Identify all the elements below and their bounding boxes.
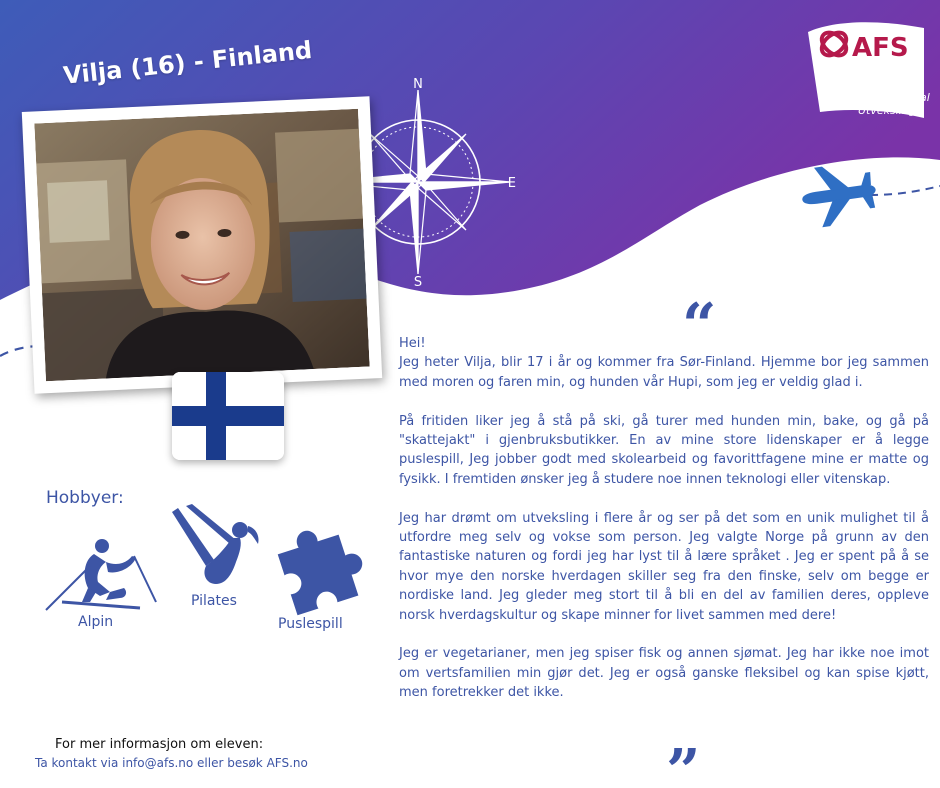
bio-paragraph-3: Jeg har drømt om utveksling i flere år og ser på det som en unik mulighet til å utfordre meg selv og vokse som person. Jeg valgte Norge på grunn av den fantastiske naturen og fordi jeg har lyst til å lære språket . Jeg er spent på å se hvor mye den norske hverdagen skiller seg fra den finske, selv om begge er nordiske land. Jeg gleder meg stort til å bli en del av familien deres, oppleve norsk hverdagskultur og skape minner for livet sammen med dere! <box>399 510 929 623</box>
bio-greeting: Hei! <box>399 336 426 351</box>
compass-east-label: E <box>507 176 516 191</box>
contact-text: Ta kontakt via info@afs.no eller besøk AFS.no <box>35 756 308 770</box>
student-title: Vilja (16) - Finland <box>62 35 314 90</box>
hobby-label-pilates: Pilates <box>191 593 237 609</box>
student-portrait-photo <box>34 109 369 381</box>
finland-flag-icon <box>172 372 284 460</box>
afs-logo-line1: AFS Norge <box>858 78 924 91</box>
photo-frame <box>22 96 382 393</box>
afs-logo-brand: AFS <box>852 33 909 63</box>
bio-paragraph-4: Jeg er vegetarianer, men jeg spiser fisk og annen sjømat. Jeg har ikke noe imot om vertsfamilien min gjør det. Jeg er også ganske fleksibel og kan spise kjøtt, men foretrekker det ikke. <box>399 646 929 701</box>
airplane-icon <box>796 160 876 230</box>
afs-logo-line3: Utveksling <box>858 104 916 117</box>
skier-icon <box>40 536 160 614</box>
pilates-icon <box>166 504 266 590</box>
contact-title: For mer informasjon om eleven: <box>55 737 264 752</box>
afs-logo-subtitle <box>858 78 930 117</box>
hobby-label-alpin: Alpin <box>78 614 114 630</box>
quote-open-icon: “ <box>682 291 717 361</box>
compass-south-label: S <box>413 275 423 290</box>
hobby-label-puslespill: Puslespill <box>278 616 343 632</box>
bio-paragraph-1 <box>399 334 929 392</box>
afs-logo-line2: Internasjonal <box>858 91 930 104</box>
student-bio <box>399 334 929 722</box>
bio-intro: Jeg heter Vilja, blir 17 i år og kommer fra Sør-Finland. Hjemme bor jeg sammen med moren og faren min, og hunden vår Hupi, som jeg er veldig glad i. <box>399 355 929 390</box>
hobbies-title: Hobbyer: <box>46 488 124 508</box>
puzzle-icon <box>270 520 368 616</box>
bio-paragraph-2: På fritiden liker jeg å stå på ski, gå turer med hunden min, bake, og gå på "skattejakt" i gjenbruksbutikker. En av mine store lidenskaper er å legge puslespill, Jeg jobber godt med skolearbeid og favorittfagene mine er matte og fysikk. I fremtiden ønsker jeg å studere noe innen teknologi eller vitenskap. <box>399 413 929 487</box>
quote-close-icon: ” <box>666 737 701 788</box>
compass-north-label: N <box>413 77 423 92</box>
